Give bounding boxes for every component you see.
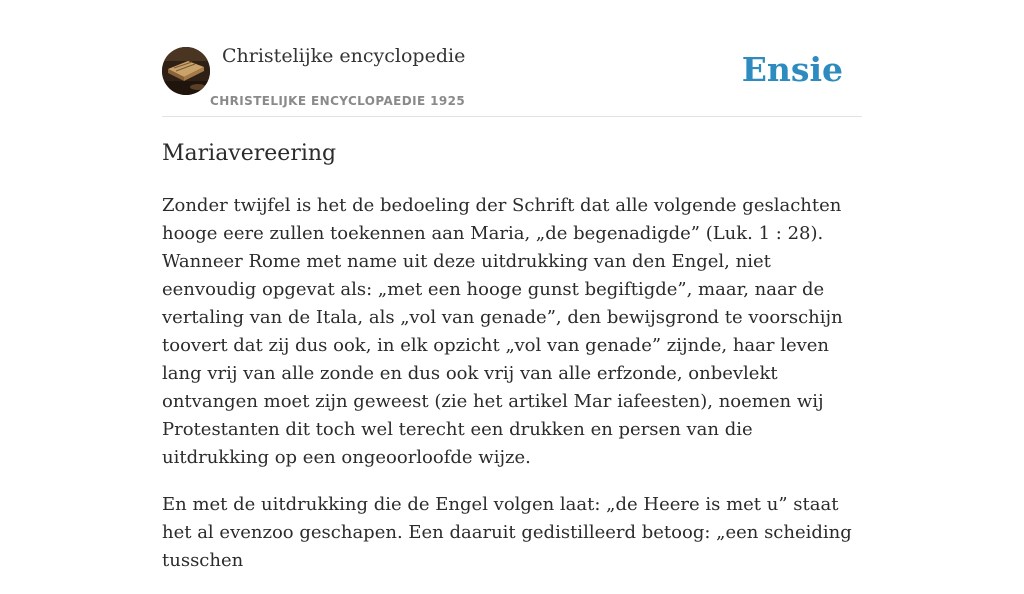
article-body: [162, 192, 862, 594]
book-photo-icon: [162, 47, 210, 95]
source-avatar[interactable]: [162, 47, 210, 95]
source-subtitle: CHRISTELIJKE ENCYCLOPAEDIE 1925: [210, 94, 466, 108]
page-header: [162, 0, 862, 117]
article-paragraph: Zonder twijfel is het de bedoeling der Schrift dat alle volgende geslachten hooge eere zullen toekennen aan Maria, „de begenadigde” (Luk. 1 : 28). Wanneer Rome met name uit deze uitdrukking van den Engel, niet eenvoudig opgevat als: „met een hooge gunst begiftigde”, maar, naar de vertaling van de Itala, als „vol van genade”, den bewijsgrond te voorschijn toovert dat zij dus ook, in elk opzicht „vol van genade” zijnde, haar leven lang vrij van alle zonde en dus ook vrij van alle erfzonde, onbevlekt ontvangen moet zijn geweest (zie het artikel Mar iafeesten), noemen wij Protestanten dit toch wel terecht een drukken en persen van die uitdrukking op een ongeoorloofde wijze.: [162, 195, 843, 468]
article-title: Mariavereering: [162, 141, 337, 166]
source-title[interactable]: Christelijke encyclopedie: [222, 45, 466, 67]
page-container: [162, 0, 862, 571]
ensie-logo[interactable]: Ensie: [741, 50, 843, 89]
article-paragraph: En met de uitdrukking die de Engel volgen laat: „de Heere is met u” staat het al evenzoo geschapen. Een daaruit gedistilleerd betoog: „een scheiding tusschen: [162, 494, 852, 571]
